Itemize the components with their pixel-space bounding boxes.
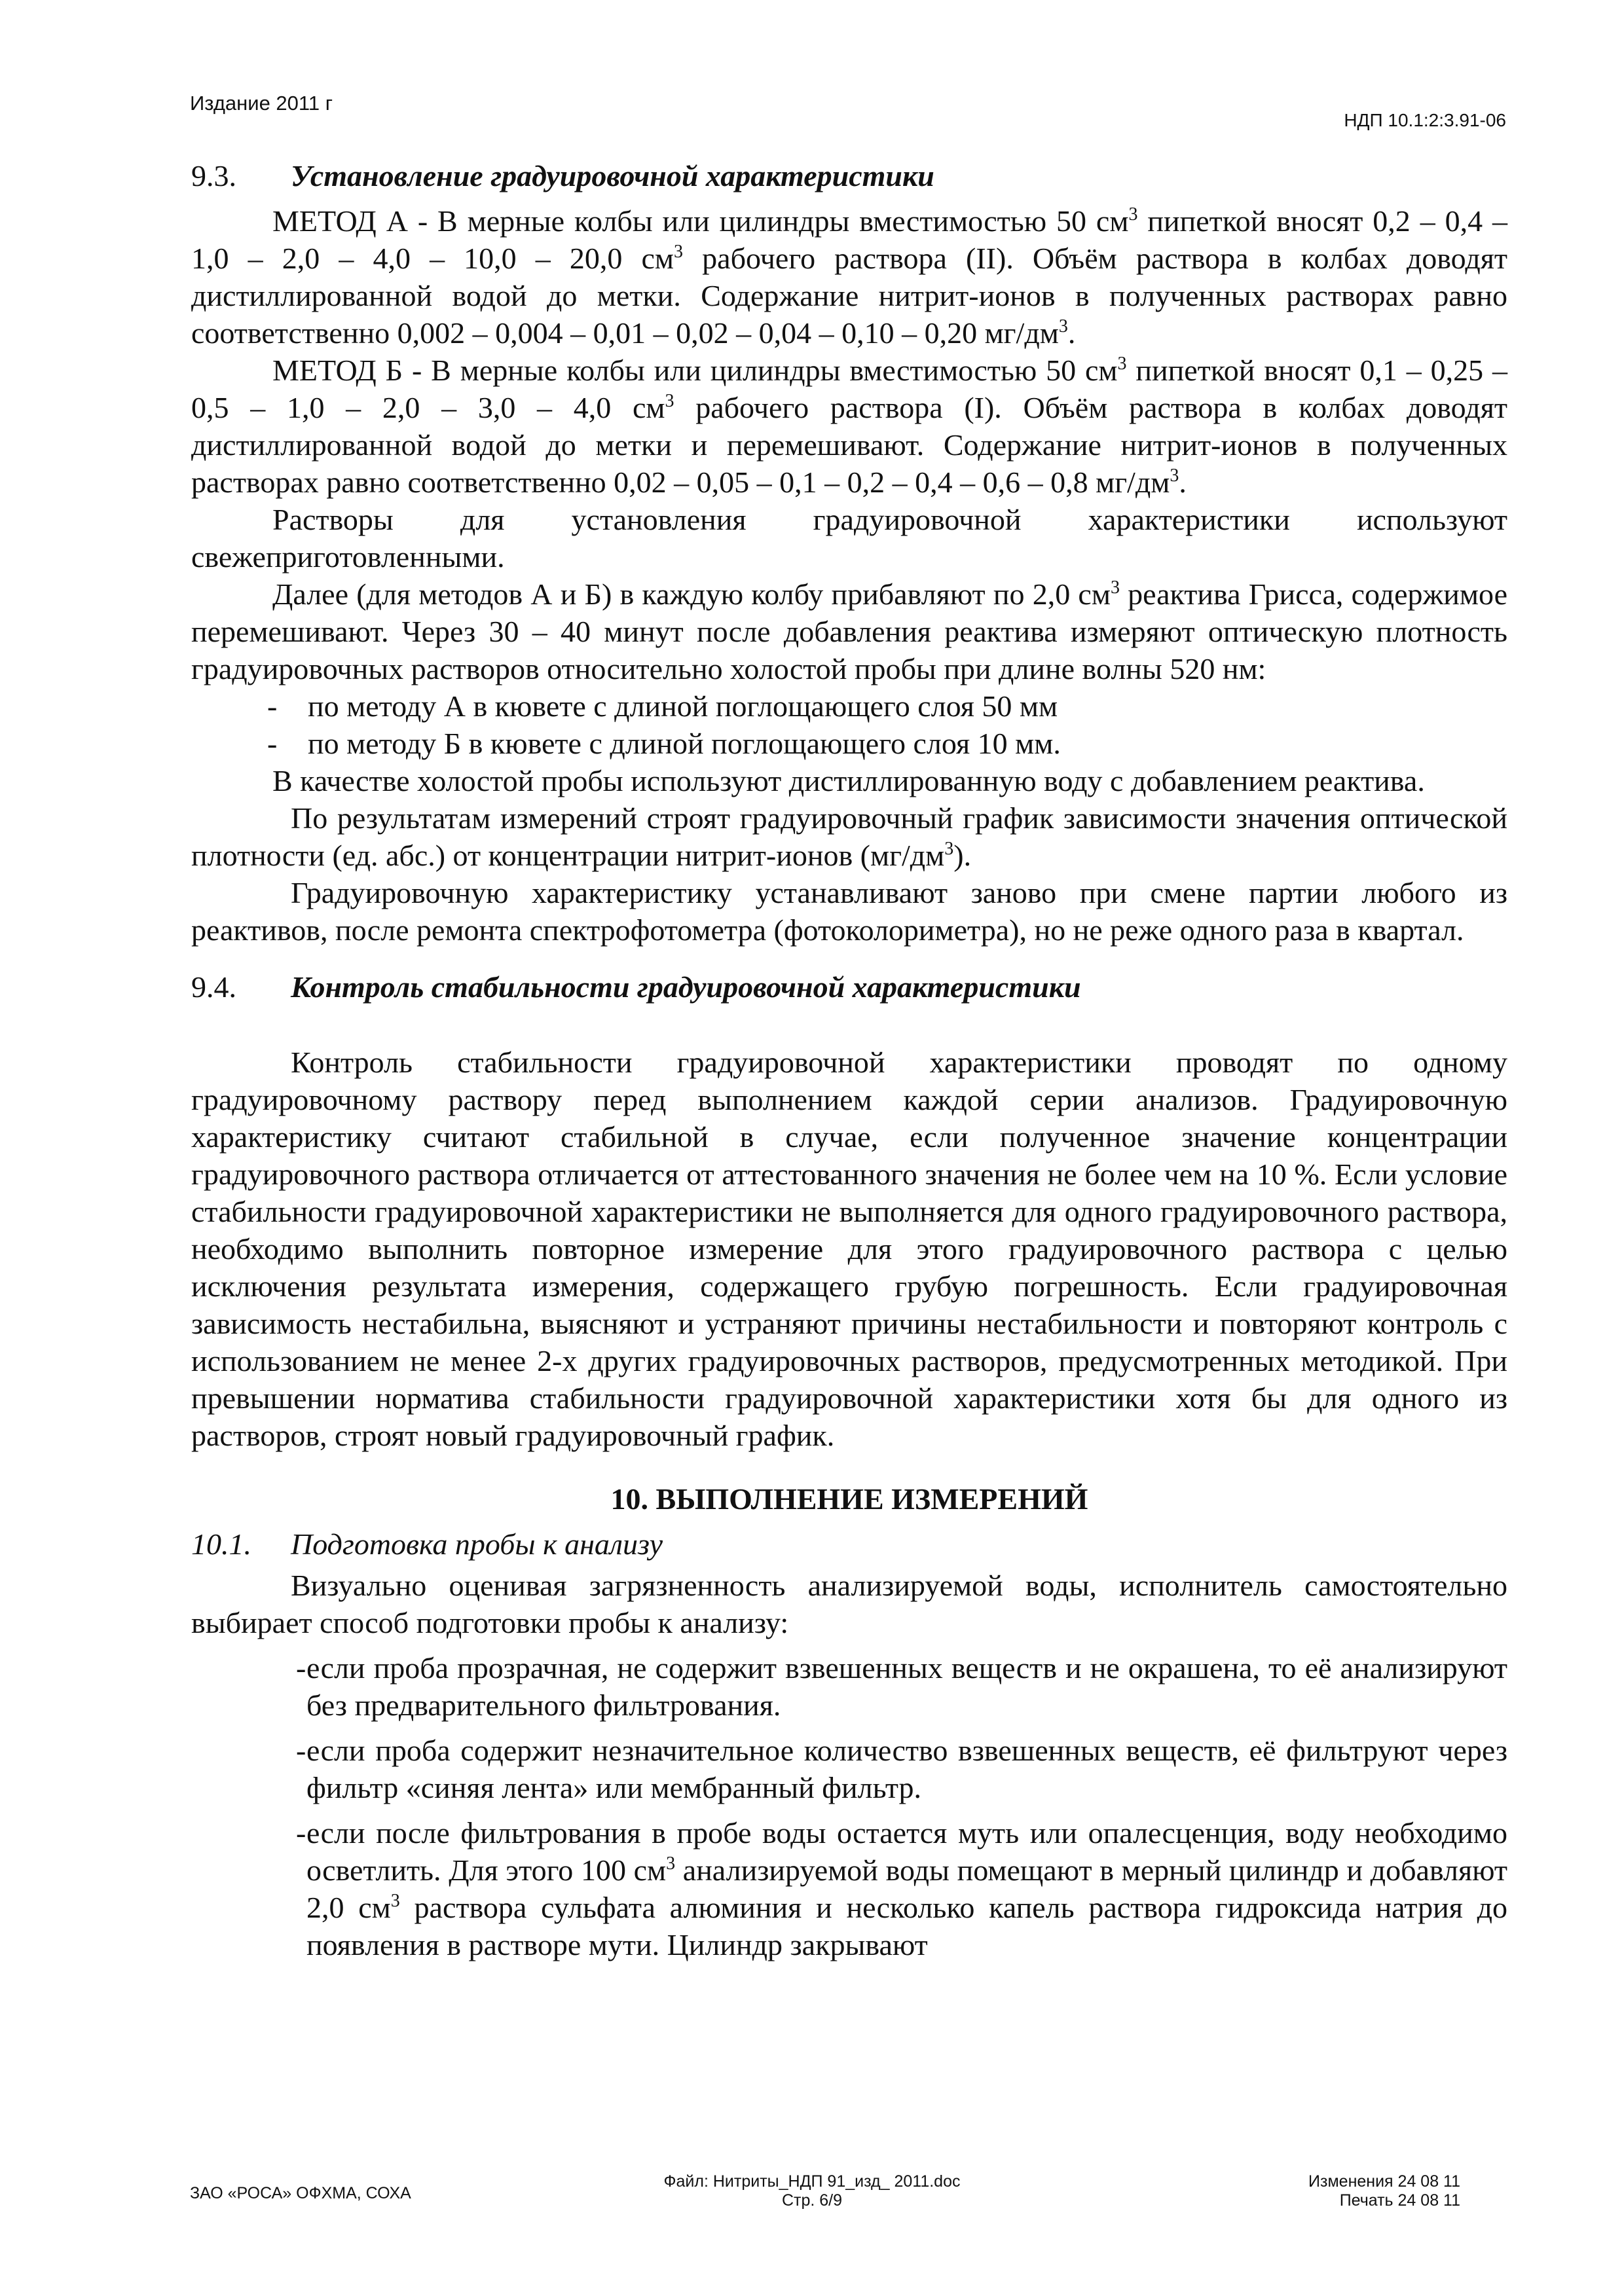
visual-assessment-paragraph: Визуально оценивая загрязненность анализируемой воды, исполнитель самостоятельно выбирает способ подготовки пробы к анализу: [191,1569,1507,1639]
section-title: Установление градуировочной характеристики [291,159,934,192]
text-fragment: реактива Грисса, содержимое перемешивают. Через 30 – 40 минут после добавления реактива измеряют оптическую плотность градуировочных растворов относительно холостой пробы при длине волны 520 нм: [191,577,1507,685]
superscript: 3 [1128,204,1138,225]
superscript: 3 [665,391,674,411]
bullet-text: если проба прозрачная, не содержит взвешенных веществ и не окрашена, то её анализируют без предварительного фильтрования. [306,1651,1507,1722]
footer-file-name: Файл: Нитриты_НДП 91_изд_ 2011.doc [663,2172,961,2191]
subsection-number: 10.1. [191,1527,251,1561]
dash-marker: - [267,689,278,723]
renew-paragraph: Градуировочную характеристику устанавливают заново при смене партии любого из реактивов, после ремонта спектрофотометра (фотоколориметра), но не реже одного раза в квартал. [191,876,1507,947]
section-title: Контроль стабильности градуировочной характеристики [291,970,1081,1004]
footer-changes-date: Изменения 24 08 11 [1308,2172,1460,2191]
section-number: 9.3. [191,159,236,192]
page-content [191,152,1507,1963]
text-fragment: рабочего раствора (II). Объём раствора в колбах доводят дистиллированной водой до метки. Содержание нитрит-ионов в полученных растворах равно соответственно 0,002 – 0,004 – 0,01 – 0,02 – 0,04 – 0,10 – 0,20 мг/дм [191,242,1507,350]
section-9-4-heading [191,968,1507,1006]
superscript: 3 [1110,577,1120,598]
text-fragment: По результатам измерений строят градуировочный график зависимости значения оптической плотности (ед. абс.) от концентрации нитрит-ионов (мг/дм [191,801,1507,872]
text-fragment: ). [953,839,972,872]
bullet-marker: - [296,1816,306,1850]
blank-sample-paragraph: В качестве холостой пробы используют дистиллированную воду с добавлением реактива. [272,764,1425,797]
method-b-paragraph [191,352,1507,501]
footer-organization: ЗАО «РОСА» ОФХМА, СОХА [190,2184,411,2202]
text-fragment: МЕТОД А - В мерные колбы или цилиндры вместимостью 50 см [272,204,1129,238]
section-9-3-heading [191,157,1507,194]
superscript: 3 [1170,465,1179,486]
bullet-item [191,1649,1507,1724]
bullet-marker: - [296,1734,306,1767]
chapter-10-title: 10. ВЫПОЛНЕНИЕ ИЗМЕРЕНИЙ [610,1482,1088,1516]
method-a-paragraph [191,202,1507,352]
text-fragment: пипеткой вносят 0,2 – 0,4 – 1,0 – 2,0 – 4,0 – 10,0 – 20,0 см [191,204,1507,275]
text-fragment: МЕТОД Б - В мерные колбы или цилиндры вместимостью 50 см [272,354,1118,387]
text-fragment: . [1179,465,1187,499]
text-fragment: анализируемой воды помещают в мерный цилиндр и добавляют 2,0 см [306,1853,1507,1924]
footer-dates [1308,2172,1460,2210]
subsection-title: Подготовка пробы к анализу [291,1527,663,1561]
bullet-item [191,1732,1507,1806]
superscript: 3 [674,242,684,262]
superscript: 3 [666,1853,676,1874]
text-fragment: пипеткой вносят 0,1 – 0,25 – 0,5 – 1,0 – 2,0 – 3,0 – 4,0 см [191,354,1507,424]
dash-list-item [191,687,1507,725]
text-fragment: . [1067,316,1076,350]
header-edition: Издание 2011 г [190,92,333,115]
superscript: 3 [1117,354,1127,374]
footer-print-date: Печать 24 08 11 [1339,2191,1460,2210]
spacer [191,1013,1507,1044]
bullet-item [191,1814,1507,1963]
bullet-marker: - [296,1651,306,1685]
subsection-10-1-heading [191,1525,1507,1563]
header-document-code: НДП 10.1:2:3.91-06 [1344,110,1506,130]
dash-item-text: по методу А в кювете с длиной поглощающего слоя 50 мм [308,689,1058,723]
text-fragment: если после фильтрования в пробе воды остается муть или опалесценция, воду необходимо осветлить. Для этого 100 см [306,1816,1507,1887]
superscript: 3 [390,1891,400,1911]
dash-item-text: по методу Б в кювете с длиной поглощающего слоя 10 мм. [308,727,1061,760]
superscript: 3 [1058,316,1068,337]
stability-paragraph: Контроль стабильности градуировочной характеристики проводят по одному градуировочному раствору перед выполнением каждой серии анализов. Градуировочную характеристику считают стабильной в случае, если полученное значение концентрации градуировочного раствора отличается от аттестованного значения не более чем на 10 %. Если условие стабильности градуировочной характеристики не выполняется для одного градуировочного раствора, необходимо выполнить повторное измерение для этого градуировочного раствора с целью исключения результата измерения, содержащего грубую погрешность. Если градуировочная зависимость нестабильна, выясняют и устраняют причины нестабильности и повторяют контроль с использованием не менее 2-х других градуировочных растворов, предусмотренных методикой. При превышении норматива стабильности градуировочной характеристики хотя бы для одного из растворов, строят новый градуировочный график. [191,1046,1507,1452]
dash-marker: - [267,727,278,760]
superscript: 3 [944,839,954,859]
footer-page-number: Стр. 6/9 [781,2191,843,2210]
text-fragment: рабочего раствора (I). Объём раствора в колбах доводят дистиллированной водой до метки и перемешивают. Содержание нитрит-ионов в полученных растворах равно соответственно 0,02 – 0,05 – 0,1 – 0,2 – 0,4 – 0,6 – 0,8 мг/дм [191,391,1507,499]
fresh-solutions-paragraph: Растворы для установления градуировочной характеристики используют свежеприготовленными. [191,503,1507,574]
graph-paragraph [191,799,1507,874]
text-fragment: раствора сульфата алюминия и несколько капель раствора гидроксида натрия до появления в растворе мути. Цилиндр закрывают [306,1891,1508,1961]
dash-list-item [191,725,1507,762]
text-fragment: Далее (для методов А и Б) в каждую колбу прибавляют по 2,0 см [272,577,1111,611]
reagent-paragraph [191,575,1507,687]
footer-file-info [642,2172,982,2210]
bullet-text: если проба содержит незначительное количество взвешенных веществ, её фильтруют через фильтр «синяя лента» или мембранный фильтр. [306,1734,1507,1804]
section-number: 9.4. [191,970,236,1004]
